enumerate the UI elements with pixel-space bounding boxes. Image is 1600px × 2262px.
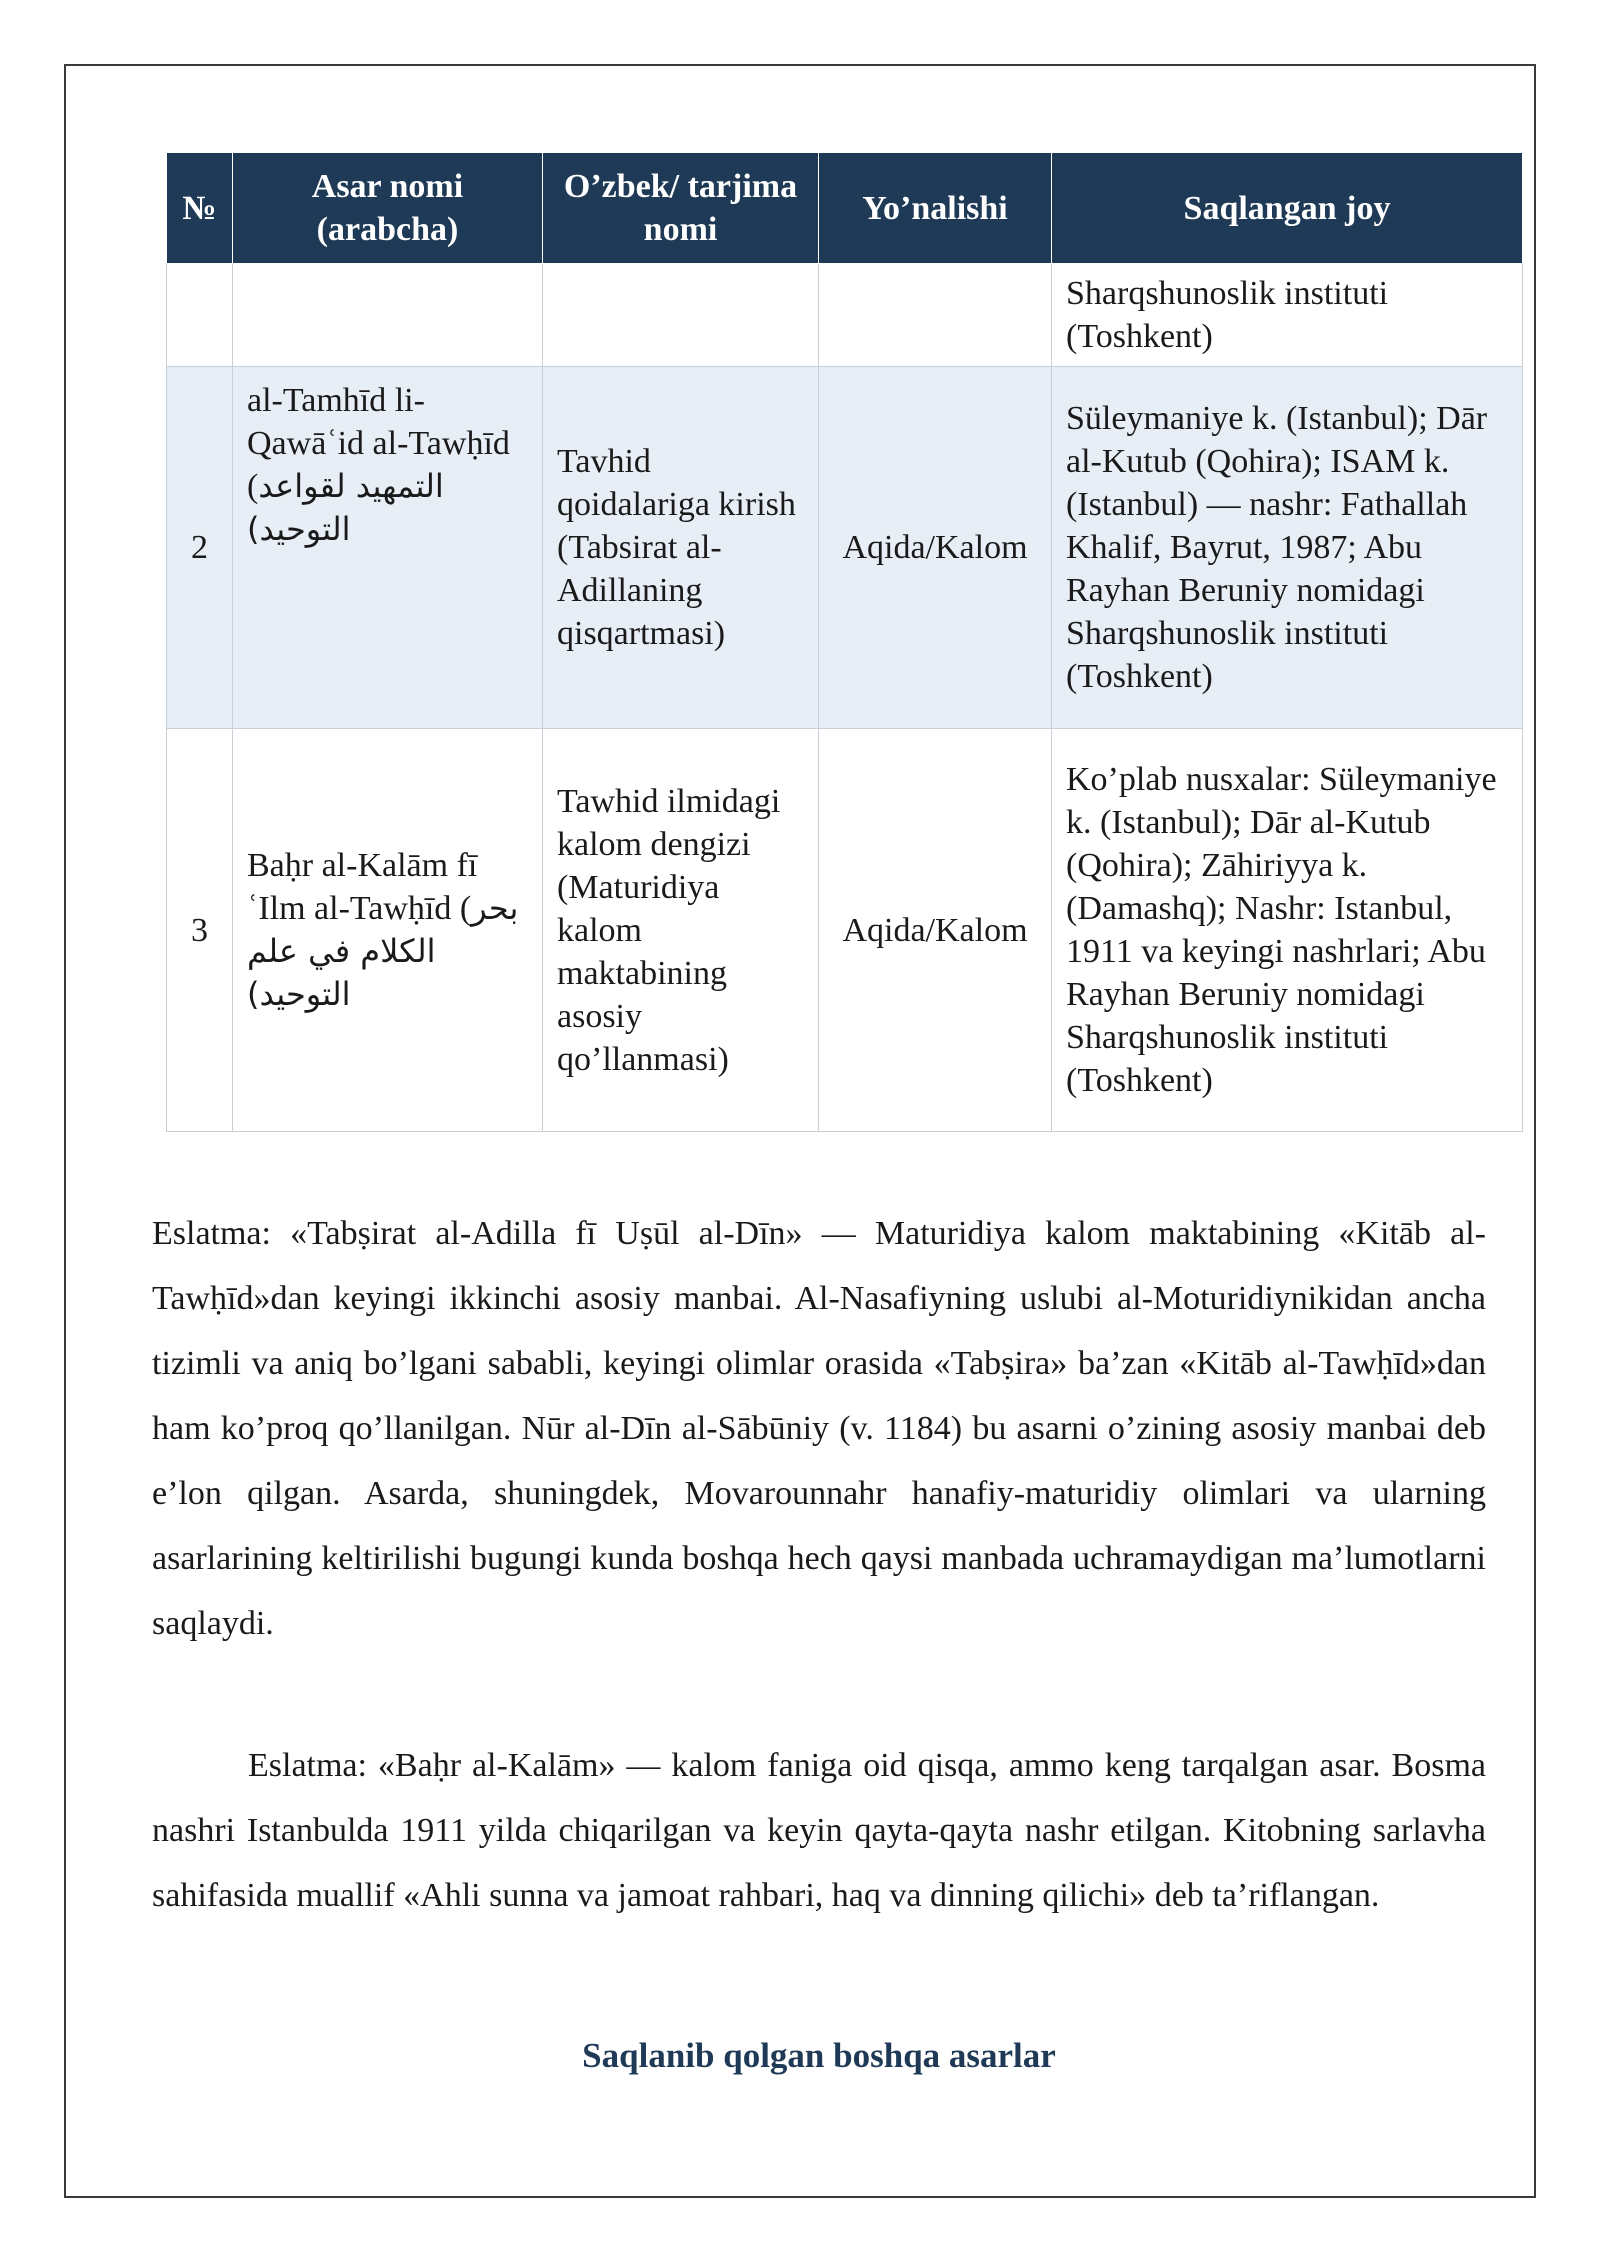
row-title [233, 729, 543, 1132]
table-row [167, 264, 1523, 367]
title-arabic: التمهيد لقواعد التوحيد) [247, 467, 444, 548]
row-number: 2 [167, 367, 233, 729]
works-table [166, 152, 1523, 1132]
row-number [167, 264, 233, 367]
note-paragraph: Eslatma: «Tabṣirat al-Adilla fī Uṣūl al-Dīn» — Maturidiya kalom maktabining «Kitāb al-Tawḥīd»dan keyingi ikkinchi asosiy manbai. Al-Nasafiyning uslubi al-Moturidiynikidan ancha tizimli va aniq bo’lgani sababli, keyingi olimlar orasida «Tabṣira» ba’zan «Kitāb al-Tawḥīd»dan ham ko’proq qo’llanilgan. Nūr al-Dīn al-Sābūniy (v. 1184) bu asarni o’zining asosiy manbai deb e’lon qilgan. Asarda, shuningdek, Movarounnahr hanafiy-maturidiy olimlari va ularning asarlarining keltirilishi bugungi kunda boshqa hech qaysi manbada uchramaydigan ma’lumotlarni saqlaydi. [152, 1215, 1486, 1642]
title-latin: al-Tamhīd li-Qawāʿid al-Tawḥīd ( [247, 382, 510, 505]
row-location: Sharqshunoslik instituti (Toshkent) [1052, 264, 1523, 367]
row-translation [543, 264, 819, 367]
row-number: 3 [167, 729, 233, 1132]
row-translation: Tavhid qoidalariga kirish (Tabsirat al-Adillaning qisqartmasi) [543, 367, 819, 729]
note-paragraph: Eslatma: «Baḥr al-Kalām» — kalom faniga oid qisqa, ammo keng tarqalgan asar. Bosma nashri Istanbulda 1911 yilda chiqarilgan va keyin qayta-qayta nashr etilgan. Kitobning sarlavha sahifasida muallif «Ahli sunna va jamoat rahbari, haq va dinning qilichi» deb ta’riflangan. [152, 1747, 1486, 1914]
row-location: Süleymaniye k. (Istanbul); Dār al-Kutub (Qohira); ISAM k. (Istanbul) — nashr: Fathallah Khalif, Bayrut, 1987; Abu Rayhan Beruniy nomidagi Sharqshunoslik instituti (Toshkent) [1052, 367, 1523, 729]
table-header-row [167, 153, 1523, 264]
row-direction [819, 264, 1052, 367]
header-number: № [167, 153, 233, 264]
row-translation: Tawhid ilmidagi kalom dengizi (Maturidiya kalom maktabining asosiy qo’llanmasi) [543, 729, 819, 1132]
header-direction: Yo’nalishi [819, 153, 1052, 264]
title-arabic: بحر الكلام في علم التوحيد) [247, 889, 519, 1013]
row-direction: Aqida/Kalom [819, 367, 1052, 729]
table-row [167, 729, 1523, 1132]
header-translation: O’zbek/ tarjima nomi [543, 153, 819, 264]
header-title-arabic: Asar nomi (arabcha) [233, 153, 543, 264]
header-location: Saqlangan joy [1052, 153, 1523, 264]
table-row [167, 367, 1523, 729]
title-latin: Baḥr al-Kalām fī ʿIlm al-Tawḥīd ( [247, 847, 478, 927]
row-title [233, 264, 543, 367]
row-location: Ko’plab nusxalar: Süleymaniye k. (Istanbul); Dār al-Kutub (Qohira); Zāhiriyya k. (Damashq); Nashr: Istanbul, 1911 va keyingi nashrlari; Abu Rayhan Beruniy nomidagi Sharqshunoslik instituti (Toshkent) [1052, 729, 1523, 1132]
section-heading: Saqlanib qolgan boshqa asarlar [582, 2036, 1056, 2075]
row-direction: Aqida/Kalom [819, 729, 1052, 1132]
row-title [233, 367, 543, 729]
